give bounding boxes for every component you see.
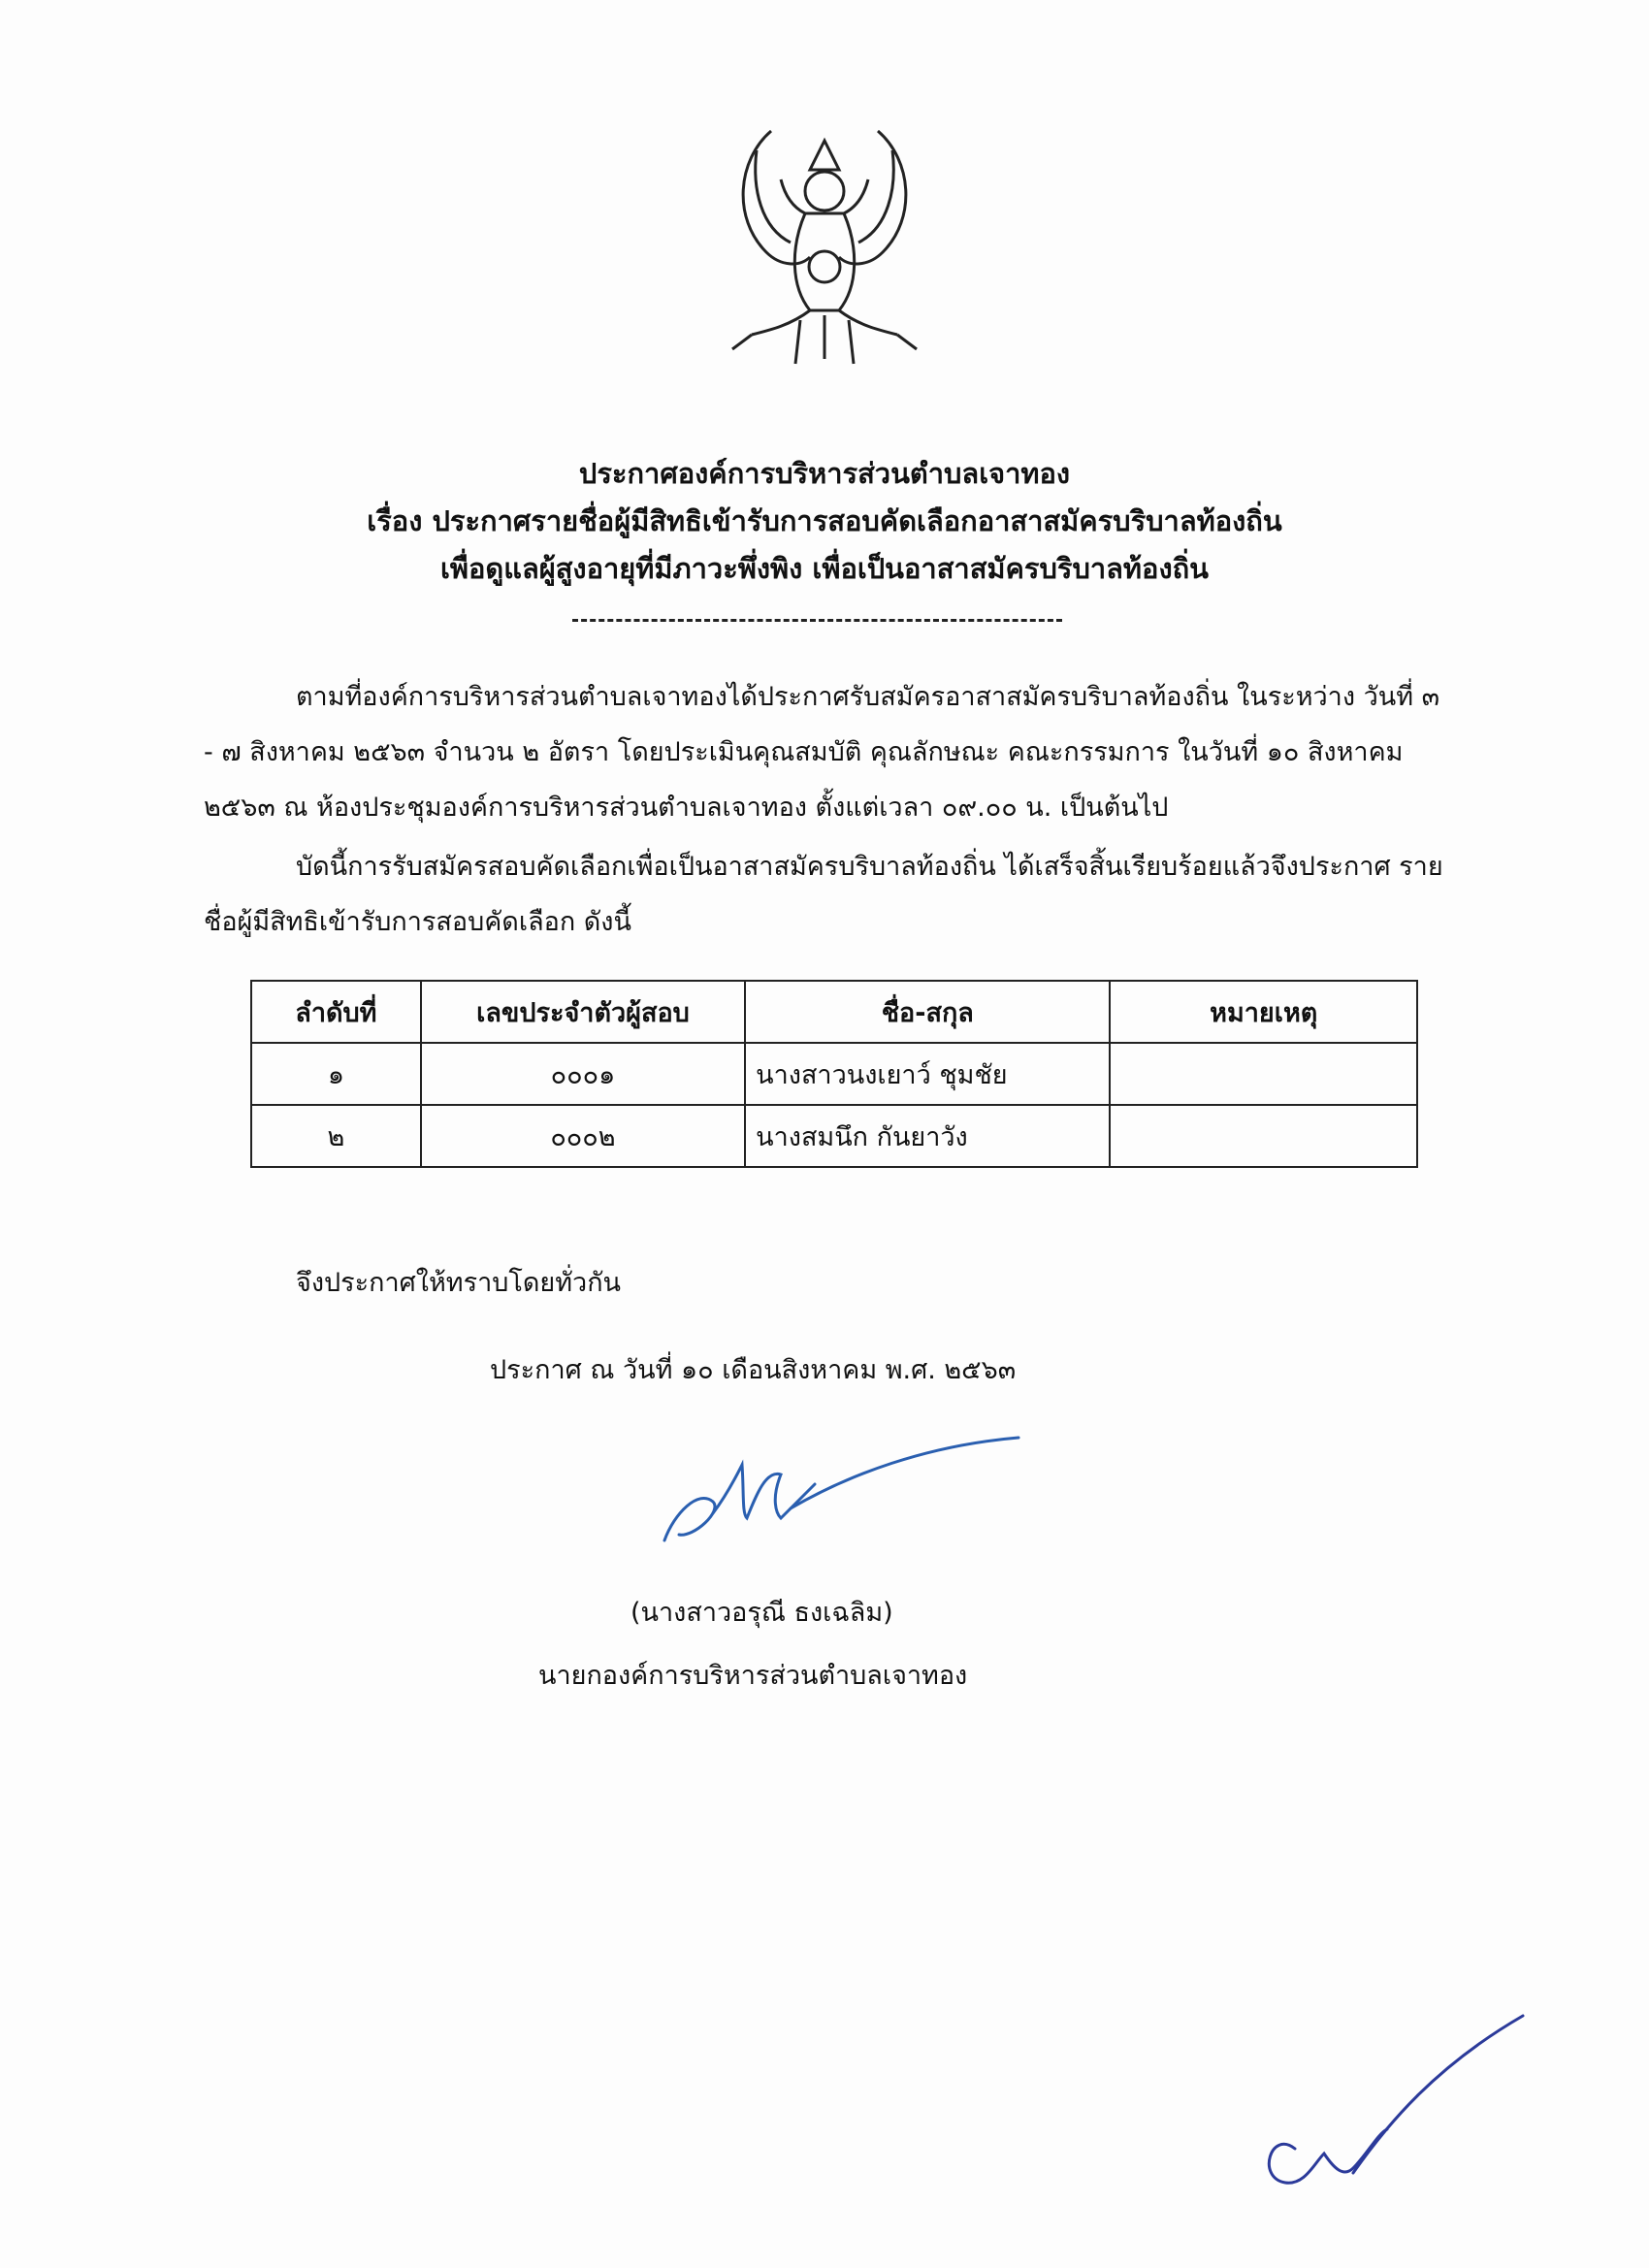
column-header: เลขประจำตัวผู้สอบ xyxy=(421,981,745,1043)
column-header: หมายเหตุ xyxy=(1110,981,1417,1043)
table-row xyxy=(251,1105,1417,1167)
table-cell-order: ๑ xyxy=(251,1043,421,1105)
table-cell-exam-id: ๐๐๐๒ xyxy=(421,1105,745,1167)
table-cell-name: นางสาวนงเยาว์ ชุมชัย xyxy=(745,1043,1110,1105)
dashed-divider xyxy=(572,619,1062,622)
table-cell-order: ๒ xyxy=(251,1105,421,1167)
garuda-emblem-icon xyxy=(713,121,936,373)
signature-icon xyxy=(645,1416,1033,1562)
table-row xyxy=(251,1043,1417,1105)
closing-notice: จึงประกาศให้ทราบโดยทั่วกัน xyxy=(296,1268,621,1298)
signer-name: (นางสาวอรุณี ธงเฉลิม) xyxy=(630,1598,893,1628)
announcement-subject-continued: เพื่อดูแลผู้สูงอายุที่มีภาวะพึ่งพิง เพื่อเป็นอาสาสมัครบริบาลท้องถิ่น xyxy=(439,552,1210,585)
table-cell-remark xyxy=(1110,1043,1417,1105)
announcement-subject: เรื่อง ประกาศรายชื่อผู้มีสิทธิเข้ารับการสอบคัดเลือกอาสาสมัครบริบาลท้องถิ่น xyxy=(367,504,1282,537)
column-header: ลำดับที่ xyxy=(251,981,421,1043)
signer-title: นายกองค์การบริหารส่วนตำบลเจาทอง xyxy=(538,1661,968,1691)
announcement-title: ประกาศองค์การบริหารส่วนตำบลเจาทอง xyxy=(578,457,1071,490)
announcement-date: ประกาศ ณ วันที่ ๑๐ เดือนสิงหาคม พ.ศ. ๒๕๖๓ xyxy=(490,1355,1017,1385)
table-header-row xyxy=(251,981,1417,1043)
paragraph-intro: ตามที่องค์การบริหารส่วนตำบลเจาทองได้ประกาศรับสมัครอาสาสมัครบริบาลท้องถิ่น ในระหว่าง วันที่ ๓ - ๗ สิงหาคม ๒๕๖๓ จำนวน ๒ อัตรา โดยประเมินคุณสมบัติ คุณลักษณะ คณะกรรมการ ในวันที่ ๑๐ สิงหาคม ๒๕๖๓ ณ ห้องประชุมองค์การบริหารส่วนตำบลเจาทอง ตั้งแต่เวลา ๐๙.๐๐ น. เป็นต้นไป xyxy=(204,682,1440,823)
initials-mark-icon xyxy=(1251,2008,1542,2202)
candidate-table xyxy=(250,980,1418,1168)
table-cell-name: นางสมนึก กันยาวัง xyxy=(745,1105,1110,1167)
paragraph-result: บัดนี้การรับสมัครสอบคัดเลือกเพื่อเป็นอาสาสมัครบริบาลท้องถิ่น ได้เสร็จสิ้นเรียบร้อยแล้วจึงประกาศ รายชื่อผู้มีสิทธิเข้ารับการสอบคัดเลือก ดังนี้ xyxy=(204,852,1443,937)
table-cell-exam-id: ๐๐๐๑ xyxy=(421,1043,745,1105)
table-cell-remark xyxy=(1110,1105,1417,1167)
column-header: ชื่อ-สกุล xyxy=(745,981,1110,1043)
